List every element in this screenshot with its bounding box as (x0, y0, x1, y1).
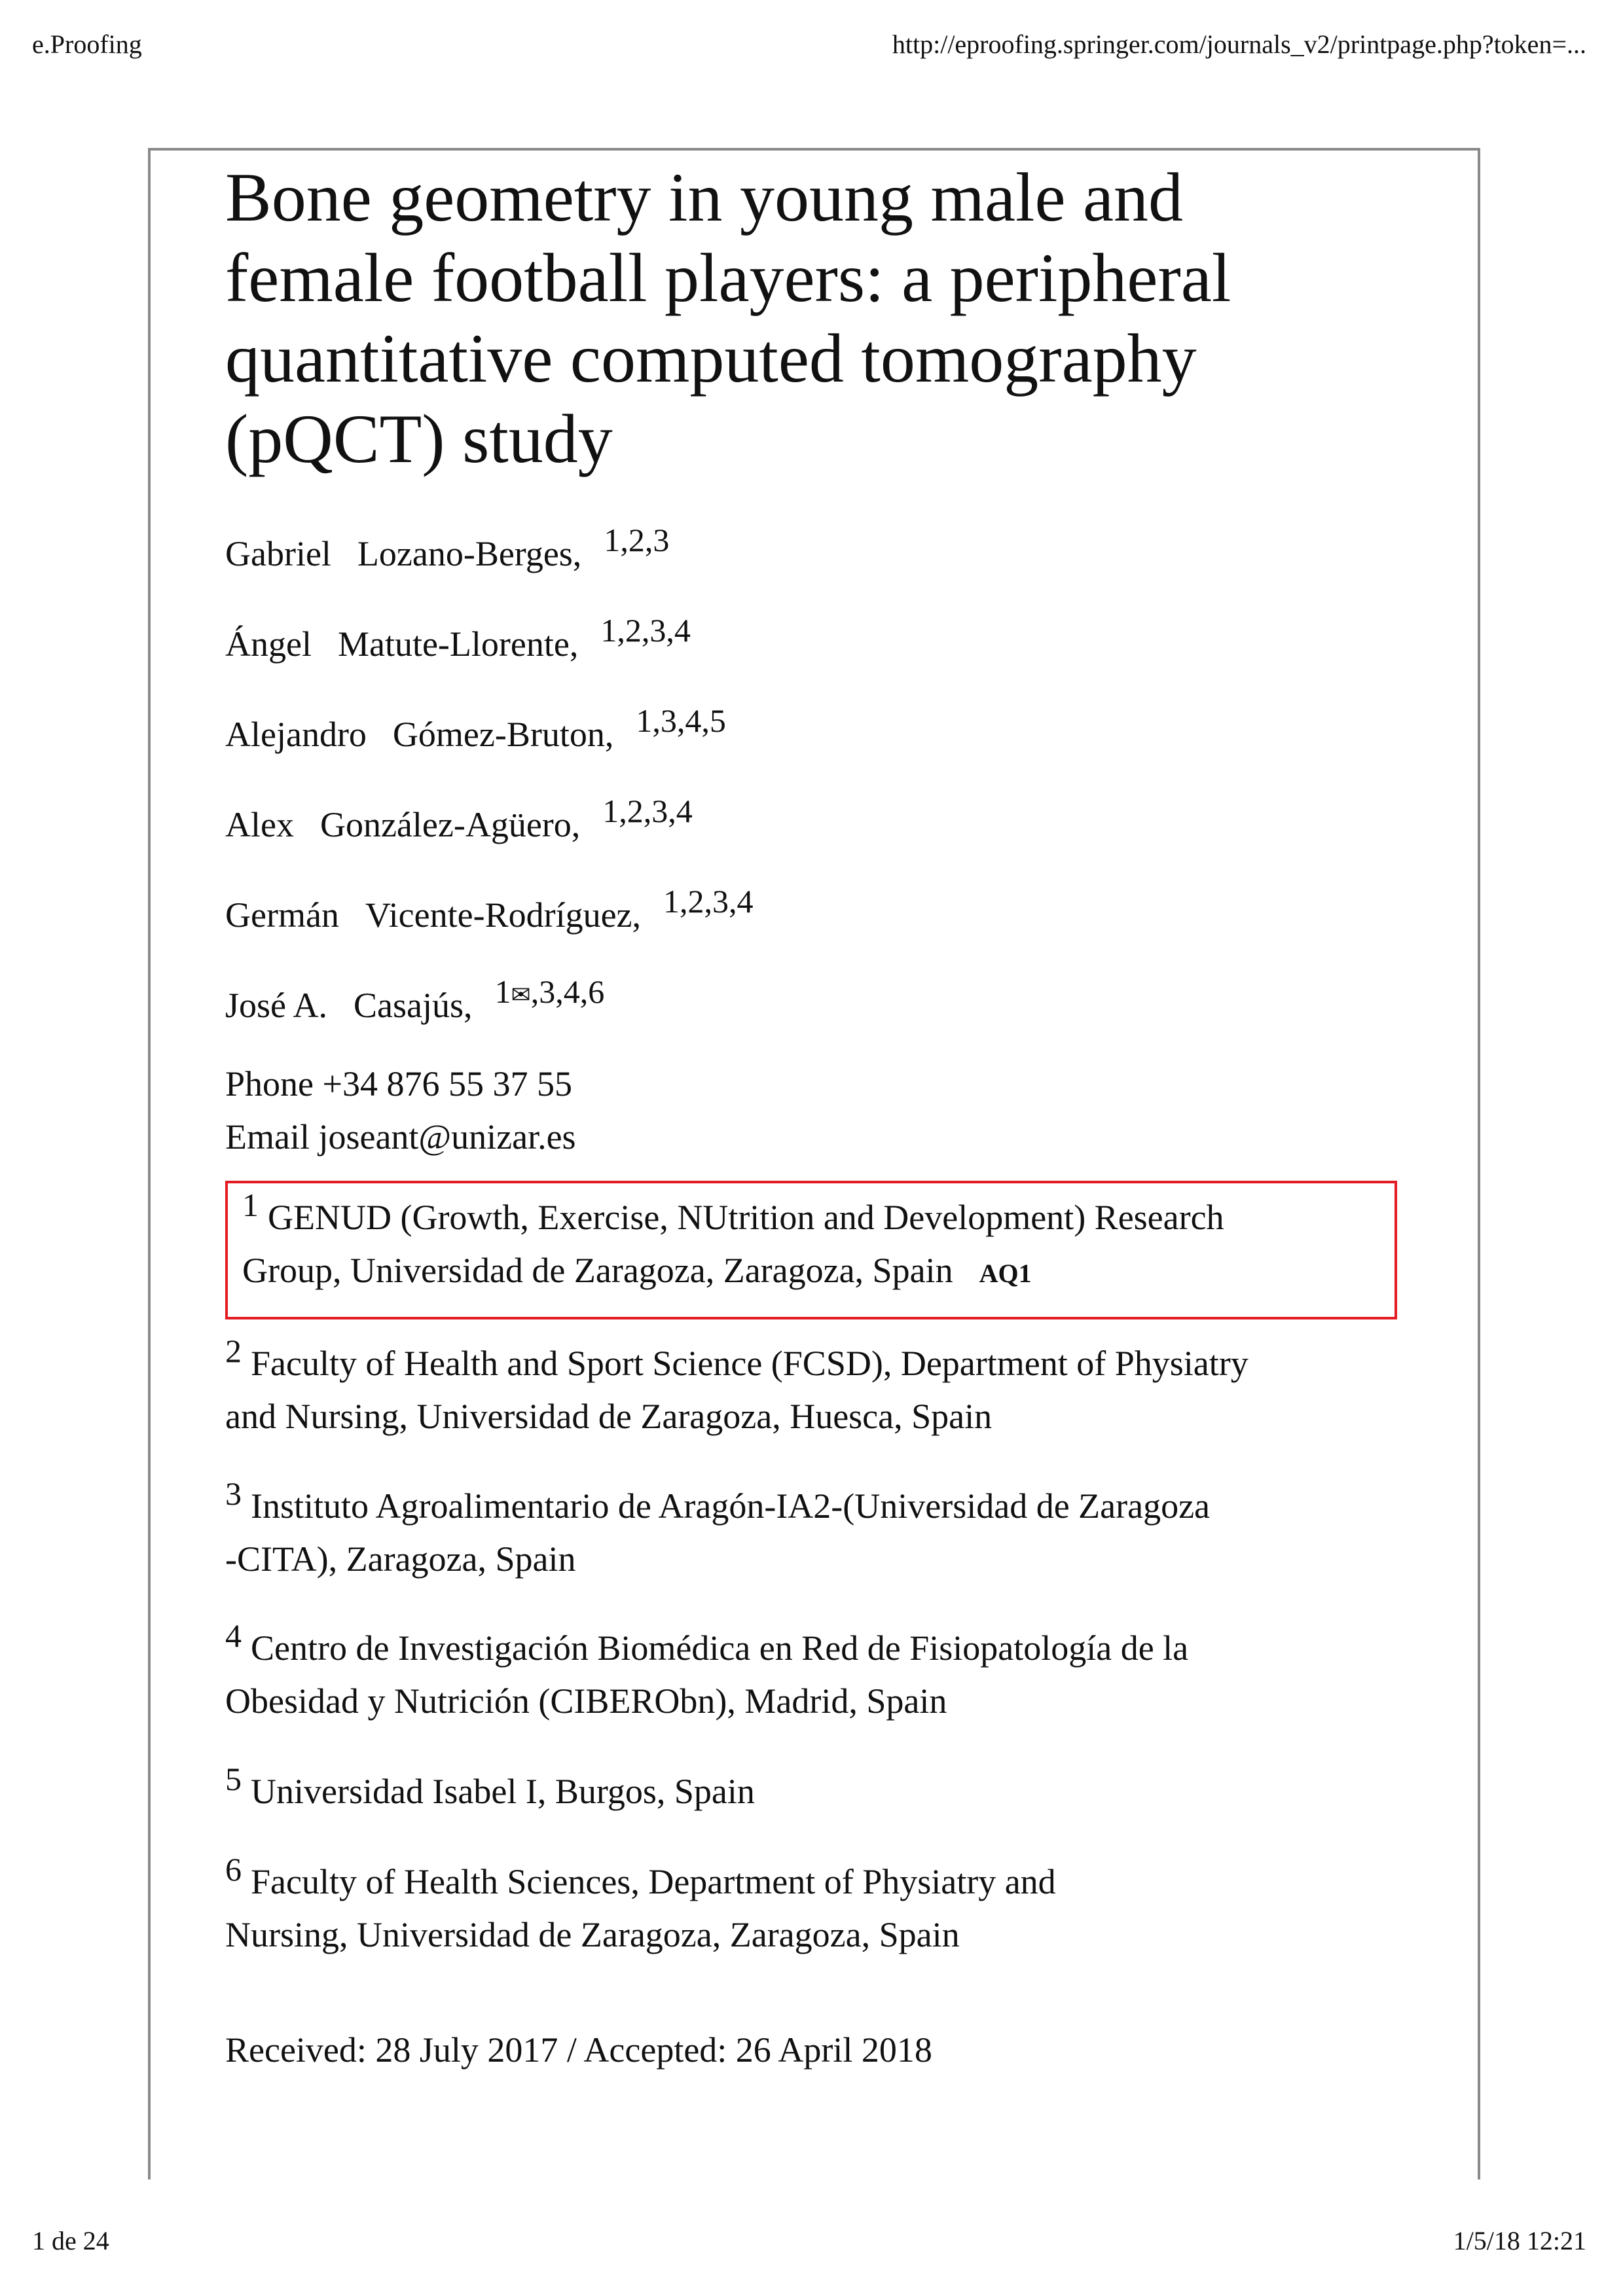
author-given: Alex (225, 805, 294, 844)
author-family: Casajús, (354, 986, 473, 1025)
affiliation-3 (225, 1475, 1211, 1585)
affiliation-1 (242, 1187, 1224, 1300)
affiliation-4 (225, 1617, 1189, 1727)
author-given: Ángel (225, 624, 312, 664)
author-affiliations: 1,2,3,4 (600, 612, 691, 649)
phone: Phone +34 876 55 37 55 (225, 1064, 572, 1103)
print-datetime: 1/5/18 12:21 (1453, 2226, 1586, 2255)
author-family: Lozano-Berges, (357, 534, 582, 573)
author-given: José A. (225, 986, 328, 1025)
author (225, 793, 693, 845)
aff-line: Obesidad y Nutrición (CIBERObn), Madrid, Spain (225, 1681, 947, 1721)
affiliation-6 (225, 1851, 1056, 1961)
author-query-link[interactable]: AQ1 (979, 1259, 1032, 1288)
aff-line: and Nursing, Universidad de Zaragoza, Huesca, Spain (225, 1397, 993, 1436)
aff-number: 5 (225, 1761, 242, 1797)
affiliation-2 (225, 1333, 1249, 1443)
author (225, 883, 754, 935)
aff-line: Centro de Investigación Biomédica en Red de Fisiopatología de la (251, 1628, 1189, 1668)
author (225, 522, 670, 574)
author (225, 702, 726, 755)
aff-number: 3 (225, 1475, 242, 1512)
aff-line: Group, Universidad de Zaragoza, Zaragoza, Spain (242, 1251, 953, 1290)
title-line: female football players: a peripheral (225, 240, 1231, 316)
author-given: Alejandro (225, 715, 367, 754)
title-line: Bone geometry in young male and (225, 159, 1184, 236)
aff-number: 1 (242, 1187, 259, 1223)
aff-line: GENUD (Growth, Exercise, NUtrition and Development) Research (268, 1198, 1224, 1237)
aff-number: 4 (225, 1617, 242, 1654)
author (225, 612, 691, 664)
aff-numbers: ,3,4,6 (530, 973, 605, 1010)
article-title (225, 157, 1231, 479)
author-family: Matute-Llorente, (337, 624, 579, 664)
title-line: (pQCT) study (225, 401, 613, 477)
aff-number: 6 (225, 1851, 242, 1888)
aff-line: Instituto Agroalimentario de Aragón-IA2-(Universidad de Zaragoza (251, 1486, 1211, 1526)
received-accepted-dates: Received: 28 July 2017 / Accepted: 26 April 2018 (225, 2030, 932, 2070)
page-count: 1 de 24 (32, 2226, 109, 2255)
mail-icon[interactable]: ✉ (511, 982, 531, 1008)
author-affiliations: 1,2,3,4 (663, 883, 754, 920)
author (225, 973, 605, 1026)
aff-line: Faculty of Health and Sport Science (FCSD), Department of Physiatry (251, 1344, 1249, 1383)
aff-line: Universidad Isabel I, Burgos, Spain (251, 1772, 755, 1811)
email: Email joseant@unizar.es (225, 1117, 576, 1157)
author-affiliations: 1,2,3 (604, 522, 670, 558)
aff-line: Faculty of Health Sciences, Department of Physiatry and (251, 1862, 1056, 1901)
aff-number: 1 (494, 973, 511, 1010)
author-affiliations (495, 973, 605, 1010)
author-affiliations: 1,3,4,5 (636, 702, 726, 739)
aff-line: -CITA), Zaragoza, Spain (225, 1539, 576, 1579)
browser-page-title: e.Proofing (32, 29, 142, 59)
aff-number: 2 (225, 1333, 242, 1369)
author-family: González-Agüero, (319, 805, 581, 844)
aff-line: Nursing, Universidad de Zaragoza, Zaragoza, Spain (225, 1915, 960, 1954)
page-url: http://eproofing.springer.com/journals_v2/printpage.php?token=... (892, 29, 1586, 59)
author-given: Gabriel (225, 534, 331, 573)
affiliation-5 (225, 1761, 755, 1818)
author-affiliations: 1,2,3,4 (602, 793, 693, 829)
author-family: Gómez-Bruton, (392, 715, 614, 754)
author-given: Germán (225, 895, 339, 935)
author-family: Vicente-Rodríguez, (365, 895, 642, 935)
title-line: quantitative computed tomography (225, 320, 1197, 397)
